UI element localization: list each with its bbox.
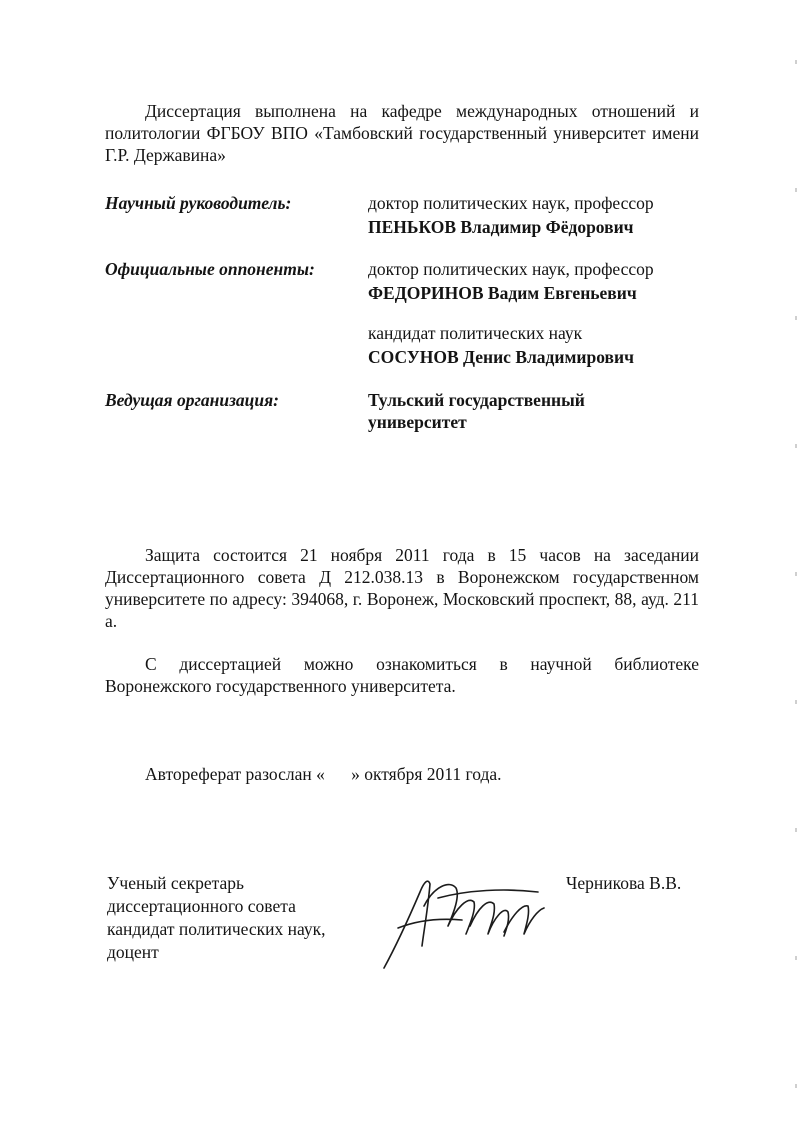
scan-edge-marks [795, 0, 797, 1134]
supervisor-title: доктор политических наук, профессор [368, 193, 654, 213]
intro-paragraph: Диссертация выполнена на кафедре международных отношений и политологии ФГБОУ ВПО «Тамбовский государственный университет имени Г.Р. Державина» [105, 101, 699, 165]
supervisor-block [368, 192, 654, 238]
opponent-2-title: кандидат политических наук [368, 323, 583, 343]
secretary-line: диссертационного совета [107, 896, 296, 916]
supervisor-label: Научный руководитель: [105, 193, 292, 213]
handwritten-signature [378, 868, 548, 972]
library-paragraph: С диссертацией можно ознакомиться в научной библиотеке Воронежского государственного университета. [105, 654, 699, 696]
secretary-block [107, 872, 326, 964]
opponent-2-name: СОСУНОВ Денис Владимирович [368, 347, 634, 367]
secretary-line: Ученый секретарь [107, 873, 244, 893]
opponent-1-block [368, 258, 654, 304]
leading-org-name: Тульский государственный университет [368, 390, 585, 432]
opponent-1-name: ФЕДОРИНОВ Вадим Евгеньевич [368, 283, 637, 303]
leading-org-block [368, 389, 668, 433]
supervisor-name: ПЕНЬКОВ Владимир Фёдорович [368, 217, 634, 237]
leading-org-label: Ведущая организация: [105, 390, 279, 410]
opponents-label: Официальные оппоненты: [105, 259, 315, 279]
opponent-1-title: доктор политических наук, профессор [368, 259, 654, 279]
secretary-line: доцент [107, 942, 159, 962]
mailed-paragraph: Автореферат разослан « » октября 2011 года. [145, 764, 502, 784]
opponent-2-block [368, 322, 634, 368]
secretary-name: Черникова В.В. [566, 873, 682, 893]
secretary-line: кандидат политических наук, [107, 919, 326, 939]
defense-paragraph: Защита состоится 21 ноября 2011 года в 15 часов на заседании Диссертационного совета Д 212.038.13 в Воронежском государственном университете по адресу: 394068, г. Воронеж, Московский проспект, 88, ауд. 211 а. [105, 545, 699, 631]
